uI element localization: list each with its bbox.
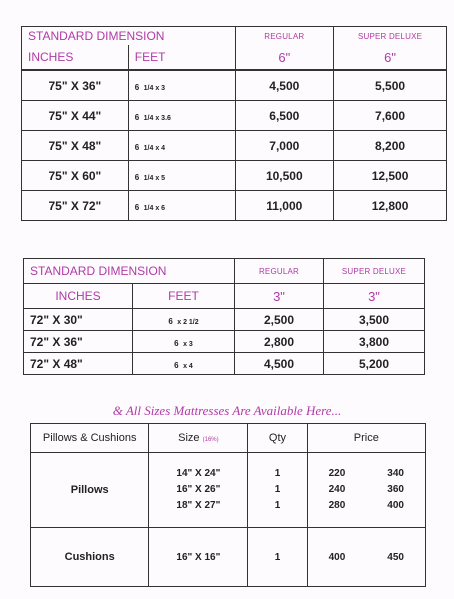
feet-cell: 6 bbox=[134, 82, 140, 92]
table2-header-regular: REGULAR bbox=[235, 259, 324, 284]
feet-cell: 6 bbox=[134, 142, 140, 152]
inches-cell: 72" X 48" bbox=[24, 353, 133, 375]
pillow-price-b: 360 bbox=[387, 484, 404, 495]
table1-thickness-super: 6" bbox=[334, 45, 447, 70]
pillow-qty: 1 bbox=[274, 468, 281, 479]
feet-cell: 6 bbox=[168, 316, 173, 326]
table-row bbox=[22, 161, 447, 191]
table1-col-inches: INCHES bbox=[22, 45, 129, 70]
super-price-cell: 3,800 bbox=[324, 331, 425, 353]
cushion-price-b: 450 bbox=[387, 551, 404, 563]
table-row bbox=[31, 453, 426, 528]
pillow-price-a: 240 bbox=[328, 484, 346, 495]
table-row bbox=[31, 528, 426, 587]
super-price-cell: 3,500 bbox=[324, 309, 425, 331]
feet-fraction: 1/4 x 5 bbox=[143, 174, 166, 182]
pillow-price-a: 280 bbox=[328, 500, 346, 511]
availability-tagline: & All Sizes Mattresses Are Available Here... bbox=[112, 403, 342, 418]
col-price-header: Price bbox=[307, 424, 425, 453]
regular-price-cell: 6,500 bbox=[235, 101, 334, 131]
pillow-size: 18" X 27" bbox=[176, 500, 221, 511]
table-row bbox=[24, 309, 425, 331]
table-row bbox=[22, 101, 447, 131]
pillow-size: 16" X 26" bbox=[176, 484, 221, 495]
inches-cell: 72" X 30" bbox=[24, 309, 133, 331]
table1-header-title: STANDARD DIMENSION bbox=[22, 27, 236, 46]
cushion-price-a: 400 bbox=[328, 551, 346, 563]
feet-cell: 6 bbox=[134, 112, 140, 122]
table1-header-regular: REGULAR bbox=[235, 27, 334, 46]
cushion-qty: 1 bbox=[248, 528, 307, 587]
table1-header-super: SUPER DELUXE bbox=[334, 27, 447, 46]
super-price-cell: 12,800 bbox=[334, 191, 447, 221]
feet-cell: 6 bbox=[174, 360, 179, 370]
super-price-cell: 12,500 bbox=[334, 161, 447, 191]
mattress-3in-price-table bbox=[23, 258, 425, 375]
feet-cell: 6 bbox=[174, 338, 179, 348]
feet-fraction: 1/4 x 6 bbox=[143, 204, 166, 212]
pillow-qty: 1 bbox=[274, 500, 281, 511]
feet-fraction: x 3 bbox=[183, 340, 193, 348]
inches-cell: 75" X 44" bbox=[22, 101, 129, 131]
feet-cell: 6 bbox=[134, 202, 140, 212]
feet-cell: 6 bbox=[134, 172, 140, 182]
regular-price-cell: 4,500 bbox=[235, 353, 324, 375]
col-item-header: Pillows & Cushions bbox=[31, 424, 149, 453]
pillow-qty: 1 bbox=[274, 484, 281, 495]
feet-fraction: 1/4 x 4 bbox=[143, 144, 166, 152]
col-size-note: (16%) bbox=[202, 437, 219, 443]
feet-fraction: x 4 bbox=[183, 362, 193, 370]
table-row bbox=[24, 331, 425, 353]
regular-price-cell: 11,000 bbox=[235, 191, 334, 221]
pillow-size: 14" X 24" bbox=[176, 468, 221, 479]
inches-cell: 72" X 36" bbox=[24, 331, 133, 353]
table2-thickness-regular: 3" bbox=[235, 284, 324, 309]
pillow-price-b: 400 bbox=[387, 500, 404, 511]
pillow-price-b: 340 bbox=[387, 468, 404, 479]
inches-cell: 75" X 48" bbox=[22, 131, 129, 161]
pillow-sizes bbox=[149, 453, 248, 528]
pillows-label: Pillows bbox=[31, 453, 149, 528]
col-qty-header: Qty bbox=[248, 424, 307, 453]
super-price-cell: 8,200 bbox=[334, 131, 447, 161]
pillow-qtys bbox=[248, 453, 307, 528]
super-price-cell: 5,500 bbox=[334, 70, 447, 101]
cushion-size: 16" X 16" bbox=[149, 528, 248, 587]
super-price-cell: 5,200 bbox=[324, 353, 425, 375]
regular-price-cell: 4,500 bbox=[235, 70, 334, 101]
pillow-prices bbox=[307, 453, 425, 528]
pillow-price-a: 220 bbox=[328, 468, 346, 479]
inches-cell: 75" X 60" bbox=[22, 161, 129, 191]
table-row bbox=[24, 353, 425, 375]
table1-thickness-regular: 6" bbox=[235, 45, 334, 70]
super-price-cell: 7,600 bbox=[334, 101, 447, 131]
cushions-label: Cushions bbox=[31, 528, 149, 587]
feet-fraction: 1/4 x 3.6 bbox=[143, 114, 171, 122]
regular-price-cell: 10,500 bbox=[235, 161, 334, 191]
mattress-6in-price-table bbox=[21, 26, 447, 221]
feet-fraction: 1/4 x 3 bbox=[143, 84, 166, 92]
table2-header-title: STANDARD DIMENSION bbox=[24, 259, 235, 284]
table-row bbox=[22, 70, 447, 101]
table2-header-super: SUPER DELUXE bbox=[324, 259, 425, 284]
regular-price-cell: 2,500 bbox=[235, 309, 324, 331]
inches-cell: 75" X 72" bbox=[22, 191, 129, 221]
col-size-header: Size bbox=[178, 432, 200, 444]
inches-cell: 75" X 36" bbox=[22, 70, 129, 101]
pillows-cushions-table bbox=[30, 423, 426, 587]
table-row bbox=[22, 131, 447, 161]
table2-col-inches: INCHES bbox=[24, 284, 133, 309]
table2-col-feet: FEET bbox=[133, 284, 235, 309]
feet-fraction: x 2 1/2 bbox=[177, 318, 199, 326]
table-row bbox=[22, 191, 447, 221]
regular-price-cell: 7,000 bbox=[235, 131, 334, 161]
table1-col-feet: FEET bbox=[128, 45, 235, 70]
table2-thickness-super: 3" bbox=[324, 284, 425, 309]
regular-price-cell: 2,800 bbox=[235, 331, 324, 353]
